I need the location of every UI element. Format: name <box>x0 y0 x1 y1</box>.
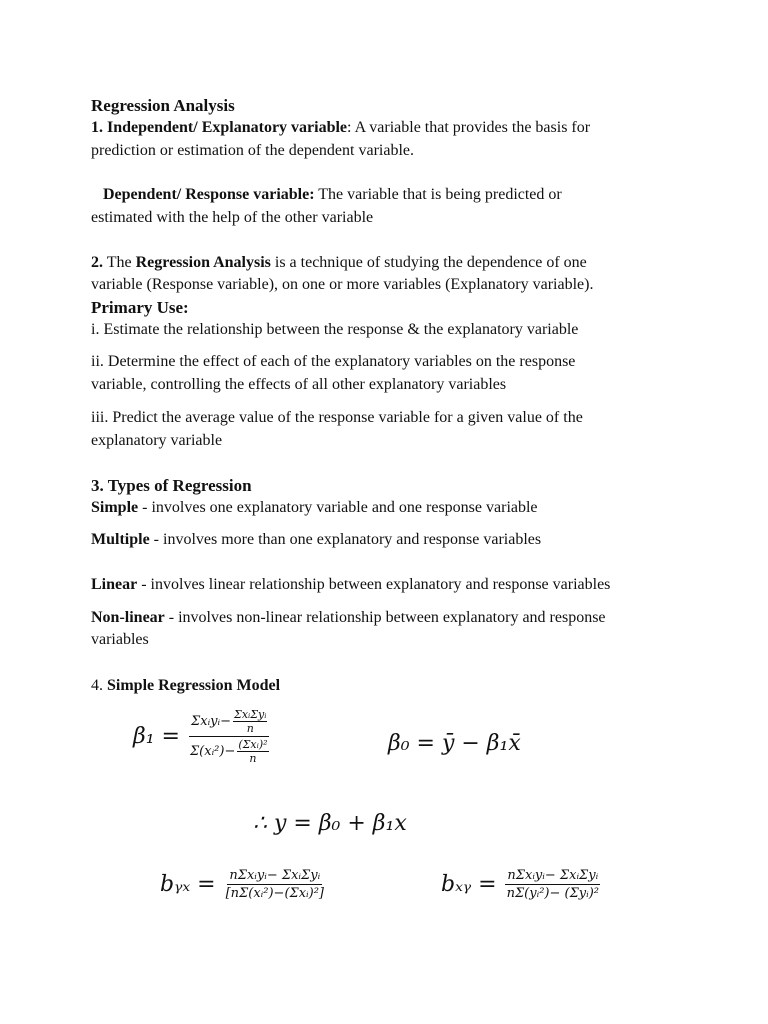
byx-numerator: nΣxᵢyᵢ− ΣxᵢΣyᵢ <box>229 868 321 883</box>
bxy-denominator: nΣ(yᵢ²)− (Σyᵢ)² <box>506 886 600 901</box>
primary-use-3b: explanatory variable <box>91 432 223 449</box>
bxy-fraction <box>505 868 601 901</box>
section3-heading: 3. Types of Regression <box>91 476 252 495</box>
primary-use-2a: ii. Determine the effect of each of the explanatory variables on the response <box>91 353 576 370</box>
independent-variable-term: 1. Independent/ Explanatory variable <box>91 119 348 136</box>
beta1-lhs: β₁ = <box>133 724 180 749</box>
type-nonlinear <box>91 609 606 627</box>
regression-analysis-term: Regression Analysis <box>135 254 271 271</box>
beta1-numerator <box>189 708 269 737</box>
beta1-den-subfrac-num: (Σxᵢ)² <box>238 738 268 751</box>
section4-title: Simple Regression Model <box>107 677 281 694</box>
dependent-variable-line <box>103 186 562 204</box>
beta1-den-subfrac-den: n <box>249 752 257 765</box>
type-nonlinear-line2: variables <box>91 631 149 648</box>
beta1-num-subfraction <box>233 708 267 735</box>
byx-formula <box>160 868 326 901</box>
section4-heading <box>91 677 280 695</box>
section2-pre: The <box>103 254 136 271</box>
type-simple-term: Simple <box>91 499 139 516</box>
type-linear <box>91 576 610 594</box>
bxy-lhs: bₓᵧ = <box>441 872 497 897</box>
beta1-formula <box>133 708 271 765</box>
beta1-den-subfraction <box>237 738 268 765</box>
dependent-variable-def: The variable that is being predicted or <box>314 186 562 203</box>
section1-line1 <box>91 119 590 137</box>
byx-lhs: bᵧₓ = <box>160 872 216 897</box>
type-simple-def: - involves one explanatory variable and one response variable <box>138 499 538 516</box>
primary-use-3a: iii. Predict the average value of the response variable for a given value of the <box>91 409 583 426</box>
beta1-num-subfrac-den: n <box>246 722 254 735</box>
section2-line2: variable (Response variable), on one or more variables (Explanatory variable). <box>91 276 594 293</box>
beta0-formula: β₀ = ȳ − β₁x̄ <box>388 731 521 756</box>
byx-fraction <box>224 868 326 901</box>
type-multiple <box>91 531 541 549</box>
dependent-variable-line2: estimated with the help of the other variable <box>91 209 374 226</box>
bxy-numerator: nΣxᵢyᵢ− ΣxᵢΣyᵢ <box>507 868 599 883</box>
byx-denominator: [nΣ(xᵢ²)−(Σxᵢ)²] <box>225 886 325 901</box>
type-nonlinear-term: Non-linear <box>91 609 165 626</box>
type-linear-def: - involves linear relationship between explanatory and response variables <box>137 576 611 593</box>
doc-title: Regression Analysis <box>91 96 235 115</box>
beta1-denominator <box>188 737 271 765</box>
beta1-den-term: Σ(xᵢ²)− <box>189 744 236 759</box>
primary-use-2b: variable, controlling the effects of all other explanatory variables <box>91 376 507 393</box>
section1-line2: prediction or estimation of the dependent variable. <box>91 142 414 159</box>
beta1-num-subfrac-num: ΣxᵢΣyᵢ <box>234 708 267 721</box>
type-simple <box>91 499 538 517</box>
section2-number: 2. <box>91 254 103 271</box>
regression-model-formula: ∴ y = β₀ + β₁x <box>253 811 407 836</box>
bxy-formula <box>441 868 601 901</box>
primary-use-heading: Primary Use: <box>91 298 189 317</box>
beta1-num-term: Σxᵢyᵢ− <box>191 714 232 729</box>
section4-number: 4. <box>91 677 107 694</box>
section2-line1 <box>91 254 587 272</box>
independent-variable-def: : A variable that provides the basis for <box>347 119 591 136</box>
type-nonlinear-def: - involves non-linear relationship between explanatory and response <box>164 609 606 626</box>
type-multiple-term: Multiple <box>91 531 150 548</box>
section2-def: is a technique of studying the dependence of one <box>270 254 587 271</box>
type-multiple-def: - involves more than one explanatory and response variables <box>149 531 542 548</box>
type-linear-term: Linear <box>91 576 138 593</box>
primary-use-1: i. Estimate the relationship between the response & the explanatory variable <box>91 321 579 338</box>
beta1-fraction <box>188 708 271 765</box>
dependent-variable-term: Dependent/ Response variable: <box>103 186 315 203</box>
